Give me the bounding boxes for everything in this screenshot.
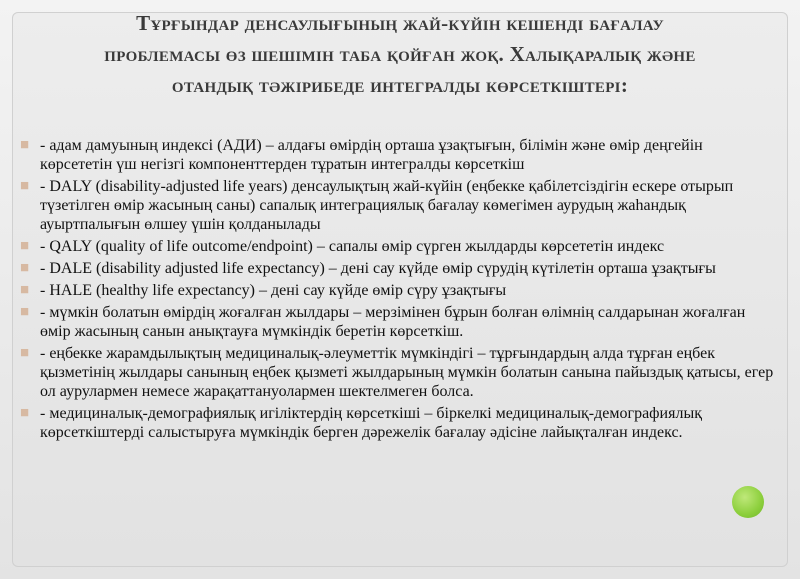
list-item-text: - мүмкін болатын өмірдің жоғалған жылдары – мерзімінен бұрын болған өлімнің салдарынан жоғалған өмір жасының санын анықтауға мүмкіндік беретін көрсеткіш. [40, 304, 746, 340]
list-item [20, 344, 776, 401]
slide-title [30, 8, 770, 101]
bullet-icon: ■ [20, 405, 30, 421]
list-item-text: - еңбекке жарамдылықтың медициналық-әлеуметтік мүмкіндігі – тұрғындардың алда тұрған еңбек қызметінің жылдары санының еңбек қызметі жылдарының мүмкін болатын санына пайыздық қатысы, егер ол аурулармен немесе жарақаттануолармен шектелмеген болса. [40, 345, 774, 400]
list-item-text: - медициналық-демографиялық игіліктердің көрсеткіші – біркелкі медициналық-демографиялық көрсеткіштерді салыстыруға мүмкіндік берген дәрежелік бағалау әдісіне лайықталған индекс. [40, 405, 702, 441]
list-item [20, 404, 776, 442]
list-item [20, 281, 776, 300]
bullet-icon: ■ [20, 137, 30, 153]
bullet-icon: ■ [20, 260, 30, 276]
bullet-icon: ■ [20, 238, 30, 254]
title-line-1: Тұрғындар денсаулығының жай-күйін кешенді бағалау [136, 11, 664, 35]
bullet-icon: ■ [20, 178, 30, 194]
list-item-text: - DALE (disability adjusted life expectancy) – дені сау күйде өмір сүрудің күтілетін орташа ұзақтығы [40, 260, 716, 277]
list-item [20, 259, 776, 278]
list-item [20, 136, 776, 174]
list-item [20, 177, 776, 234]
title-line-3: отандық тәжірибеде интегралды көрсеткіштері: [171, 73, 629, 97]
list-item-text: - адам дамуының индексі (АДИ) – алдағы өмірдің орташа ұзақтығын, білімін және өмір деңгейін көрсететін үш негізгі компоненттерден тұратын интегралды көрсеткіш [40, 137, 703, 173]
title-line-2: проблемасы өз шешімін таба қойған жоқ. Халықаралық және [104, 42, 696, 66]
bullet-icon: ■ [20, 282, 30, 298]
list-item-text: - DALY (disability-adjusted life years) денсаулықтың жай-күйін (еңбекке қабілетсіздігін ескере отырып түзетілген өмір жасының саны) сапалық интеграциялық бағалау көмегімен аурудың жаһандық ауыртпалығын өлшеу үшін қолданылады [40, 178, 734, 233]
list-item-text: - QALY (quality of life outcome/endpoint) – сапалы өмір сүрген жылдарды көрсететін индекс [40, 238, 665, 255]
bullet-list [20, 136, 776, 445]
list-item-text: - HALE (healthy life expectancy) – дені сау күйде өмір сүру ұзақтығы [40, 282, 507, 299]
list-item [20, 303, 776, 341]
bullet-icon: ■ [20, 304, 30, 320]
list-item [20, 237, 776, 256]
green-circle-icon [732, 486, 764, 518]
bullet-icon: ■ [20, 345, 30, 361]
